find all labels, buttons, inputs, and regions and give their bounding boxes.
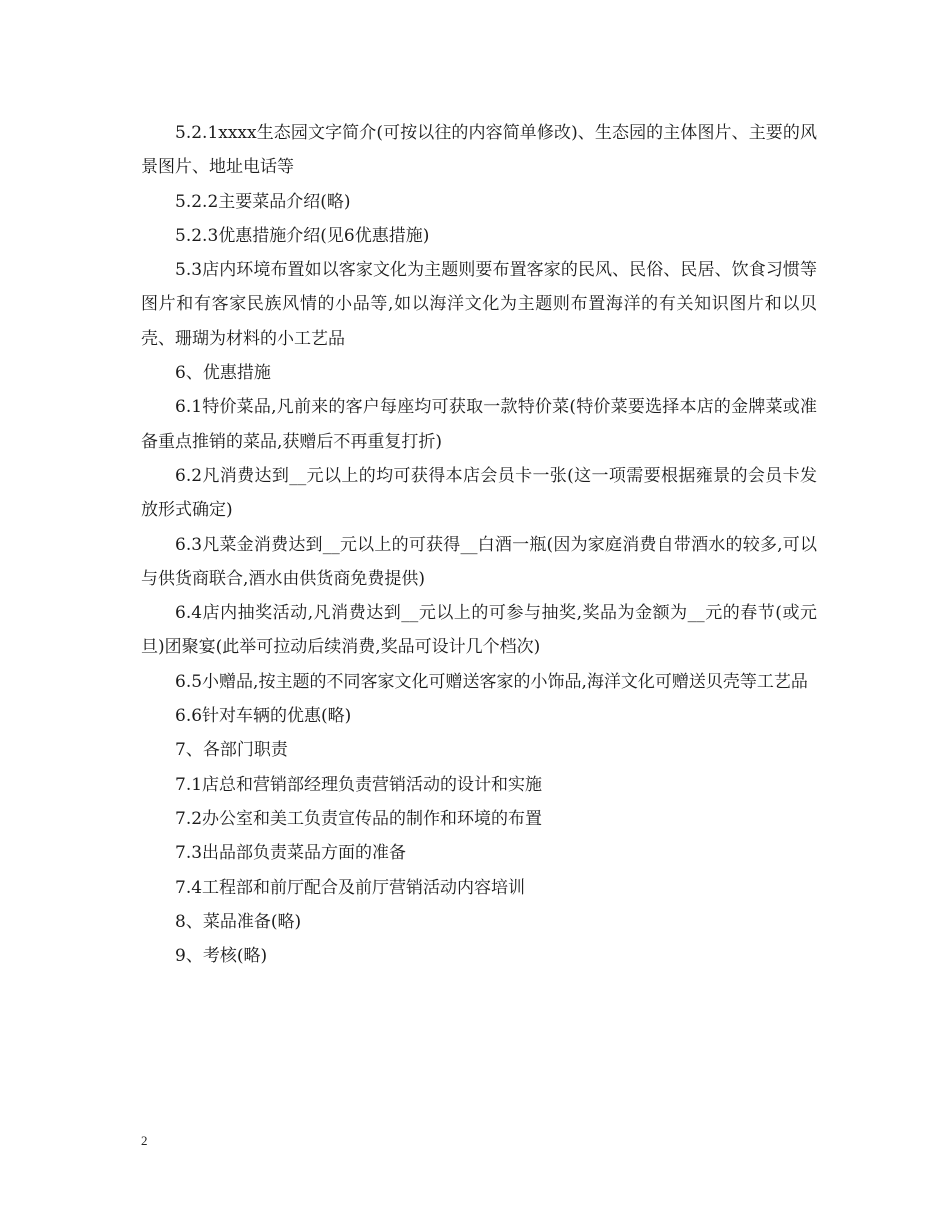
paragraph: 6.4店内抽奖活动,凡消费达到__元以上的可参与抽奖,奖品为金额为__元的春节(或元旦)团聚宴(此举可拉动后续消费,奖品可设计几个档次) [141,603,817,658]
paragraph: 6.6针对车辆的优惠(略) [175,706,352,727]
paragraph: 5.3店内环境布置如以客家文化为主题则要布置客家的民风、民俗、民居、饮食习惯等图片和有客家民族风情的小品等,如以海洋文化为主题则布置海洋的有关知识图片和以贝壳、珊瑚为材料的小工艺品 [141,260,817,349]
section-heading: 7、各部门职责 [175,740,288,761]
paragraph: 6.5小赠品,按主题的不同客家文化可赠送客家的小饰品,海洋文化可赠送贝壳等工艺品 [175,671,808,692]
section-heading: 6、优惠措施 [175,363,271,384]
paragraph: 7.3出品部负责菜品方面的准备 [175,843,407,864]
section-heading: 8、菜品准备(略) [175,911,302,932]
paragraph: 5.2.1xxxx生态园文字简介(可按以往的内容简单修改)、生态园的主体图片、主要的风景图片、地址电话等 [141,123,817,178]
document-body [141,116,817,973]
section-heading: 9、考核(略) [175,946,268,967]
paragraph: 7.2办公室和美工负责宣传品的制作和环境的布置 [175,808,543,829]
paragraph: 5.2.3优惠措施介绍(见6优惠措施) [175,225,430,246]
paragraph: 6.2凡消费达到__元以上的均可获得本店会员卡一张(这一项需要根据雍景的会员卡发放形式确定) [141,465,817,521]
paragraph: 5.2.2主要菜品介绍(略) [175,191,351,212]
paragraph: 6.3凡菜金消费达到__元以上的可获得__白酒一瓶(因为家庭消费自带酒水的较多,可以与供货商联合,酒水由供货商免费提供) [141,534,817,589]
page-number: 2 [141,1133,148,1148]
paragraph: 7.1店总和营销部经理负责营销活动的设计和实施 [175,774,543,795]
paragraph: 6.1特价菜品,凡前来的客户每座均可获取一款特价菜(特价菜要选择本店的金牌菜或准备重点推销的菜品,获赠后不再重复打折) [141,397,817,452]
paragraph: 7.4工程部和前厅配合及前厅营销活动内容培训 [175,877,526,898]
